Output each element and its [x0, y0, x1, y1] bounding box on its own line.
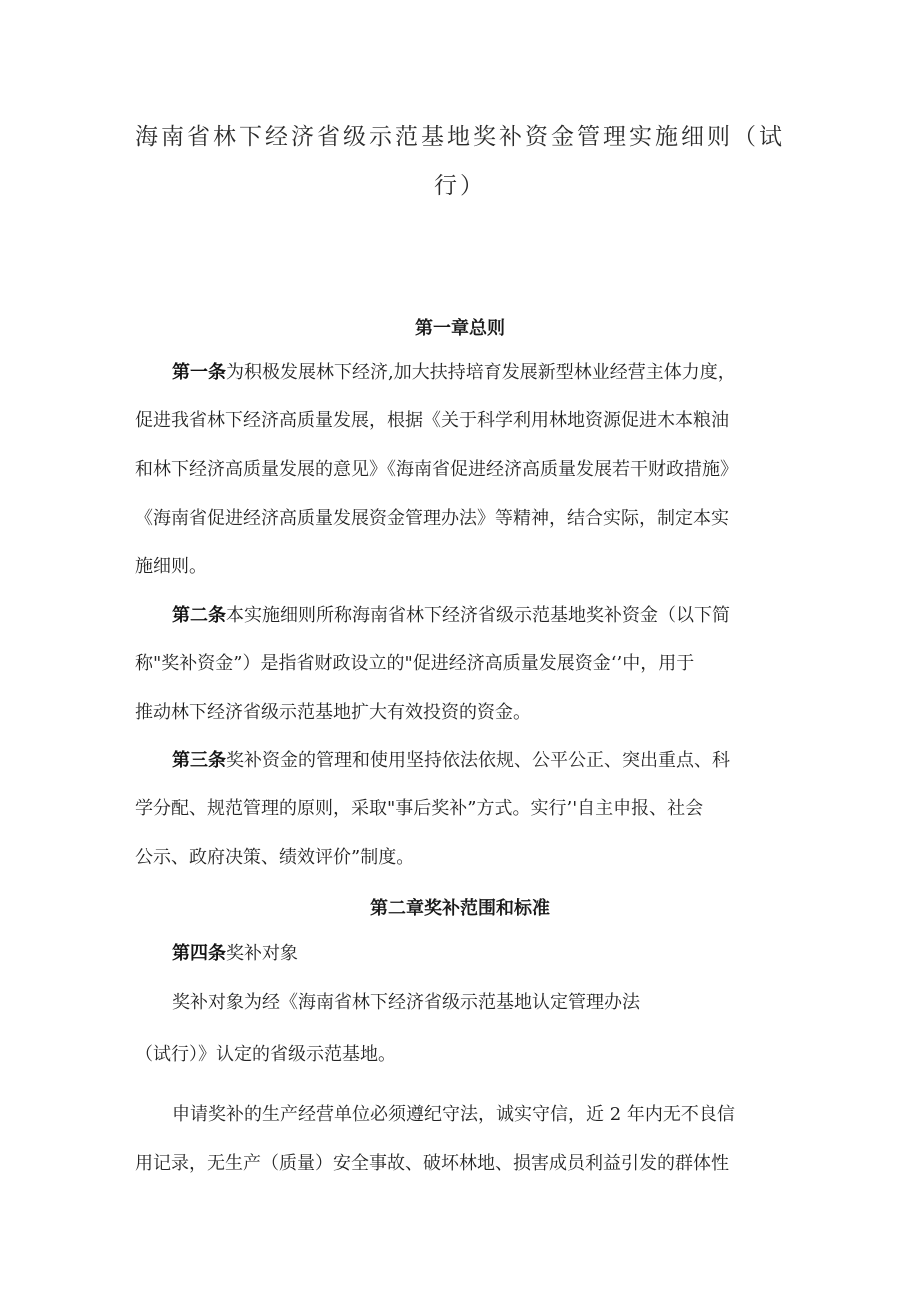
article-1-line-1: [172, 361, 736, 385]
article-3-line-3: 公示、政府决策、绩效评价”制度。: [135, 847, 415, 868]
article-4-text: 奖补对象: [226, 943, 298, 964]
article-2-label: 第二条: [172, 605, 226, 626]
article-1-line-5: 施细则。: [135, 556, 207, 577]
article-3-label: 第三条: [172, 750, 226, 771]
article-2-text: 本实施细则所称海南省林下经济省级示范基地奖补资金（以下简: [226, 605, 730, 626]
article-2-line-3: 推动林下经济省级示范基地扩大有效投资的资金。: [135, 702, 531, 723]
article-1-line-3: 和林下经济高质量发展的意见》《海南省促进经济高质量发展若干财政措施》: [135, 459, 738, 480]
document-title-line-2: 行）: [434, 173, 486, 199]
article-4-para-1-line-2: （试行）》认定的省级示范基地。: [135, 1044, 396, 1065]
article-2-line-1: [172, 604, 730, 628]
article-2-line-2: 称"奖补资金”）是指省财政设立的"促进经济高质量发展资金‘’中，用于: [135, 653, 695, 674]
chapter-2-heading: 第二章奖补范围和标准: [370, 898, 550, 919]
article-3-text: 奖补资金的管理和使用坚持依法依规、公平公正、突出重点、科: [226, 750, 730, 771]
article-4-label: 第四条: [172, 943, 226, 964]
article-1-text: 为积极发展林下经济,加大扶持培育发展新型林业经营主体力度，: [226, 362, 736, 383]
article-1-line-2: 促进我省林下经济高质量发展，根据《关于科学利用林地资源促进木本粮油: [135, 410, 729, 431]
document-title-line-1: 海南省林下经济省级示范基地奖补资金管理实施细则（试: [135, 124, 785, 150]
article-4-para-2-line-1: 申请奖补的生产经营单位必须遵纪守法，诚实守信，近 2 年内无不良信: [172, 1104, 735, 1125]
chapter-1-heading: 第一章总则: [415, 318, 505, 339]
article-4-para-2-line-2: 用记录，无生产（质量）安全事故、破坏林地、损害成员利益引发的群体性: [135, 1153, 729, 1174]
article-3-line-2: 学分配、规范管理的原则，采取"事后奖补”方式。实行’'自主申报、社会: [135, 798, 704, 819]
article-1-label: 第一条: [172, 362, 226, 383]
article-3-line-1: [172, 749, 730, 773]
article-1-line-4: 《海南省促进经济高质量发展资金管理办法》等精神，结合实际，制定本实: [135, 508, 729, 529]
article-4-para-1-line-1: 奖补对象为经《海南省林下经济省级示范基地认定管理办法: [172, 992, 640, 1013]
article-4-line-1: [172, 942, 298, 966]
